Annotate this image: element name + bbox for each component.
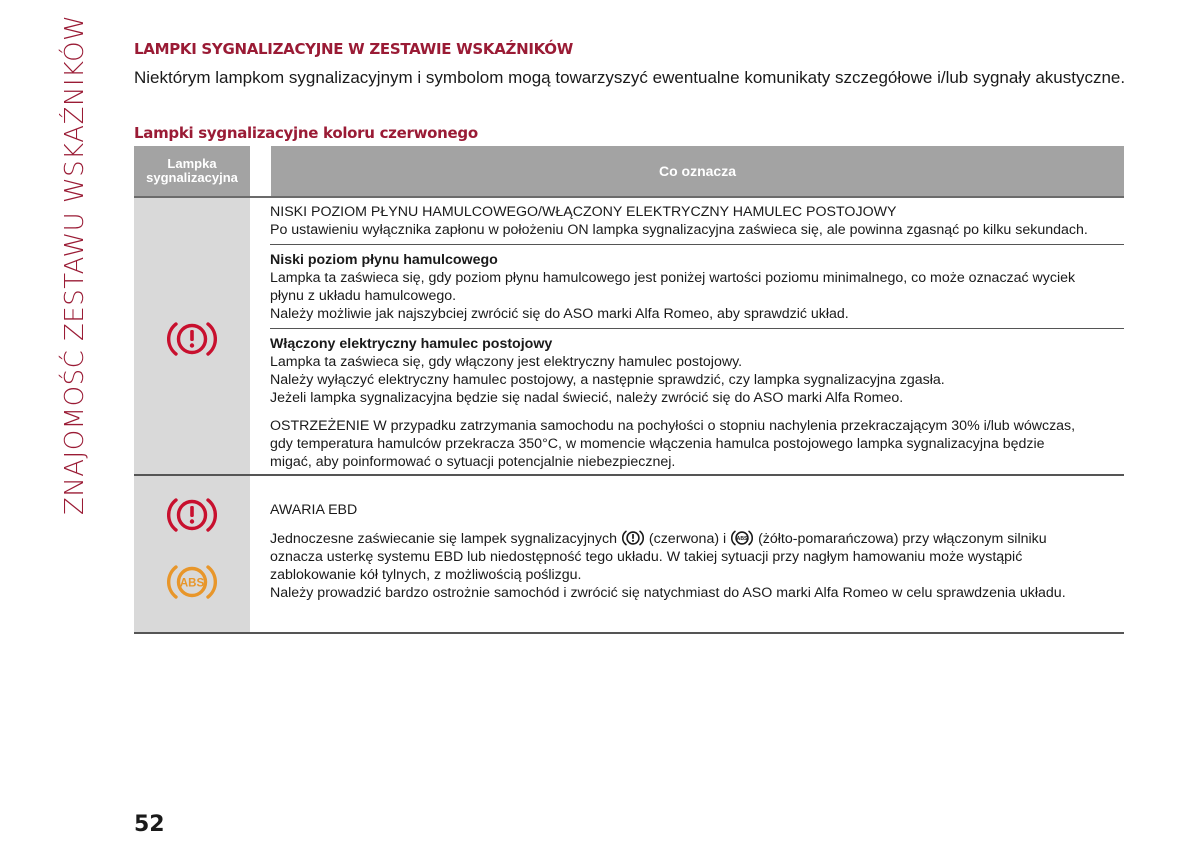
header-divider [134, 196, 1124, 198]
subsection-title: Lampki sygnalizacyjne koloru czerwonego [134, 124, 478, 142]
brake-general-title: NISKI POZIOM PŁYNU HAMULCOWEGO/WŁĄCZONY ELEKTRYCZNY HAMULEC POSTOJOWY [270, 204, 897, 220]
table-header [134, 146, 1124, 196]
low-brake-fluid-line3: Należy możliwie jak najszybciej zwrócić się do ASO marki Alfa Romeo, aby sprawdzić układ. [270, 306, 849, 322]
header-warning-light [134, 146, 250, 196]
header-warning-light-line1: Lampka [167, 156, 217, 172]
inline-abs-icon [731, 529, 753, 547]
inline-brake-icon [622, 529, 644, 547]
ebd-failure-line2: oznacza usterkę systemu EBD lub niedostępność tego układu. W takiej sytuacji przy nagłym hamowaniu może wystąpić [270, 549, 1023, 565]
ebd-failure-line1 [270, 529, 1120, 548]
section-title: LAMPKI SYGNALIZACYJNE W ZESTAWIE WSKAŹNIKÓW [134, 40, 573, 58]
ebd-text-part1: Jednoczesne zaświecanie się lampek sygnalizacyjnych [270, 531, 617, 547]
parking-brake-warning1: OSTRZEŻENIE W przypadku zatrzymania samochodu na pochyłości o stopniu nachylenia przekraczającym 30% i/lub wówczas, [270, 418, 1076, 434]
brake-general-block [270, 203, 1120, 239]
parking-brake-line2: Należy wyłączyć elektryczny hamulec postojowy, a następnie sprawdzić, czy lampka sygnalizacyjna zgasła. [270, 372, 945, 388]
ebd-text-part3: (żółto-pomarańczowa) przy włączonym silniku [758, 531, 1047, 547]
parking-brake-line1: Lampka ta zaświeca się, gdy włączony jest elektryczny hamulec postojowy. [270, 354, 743, 370]
warning-lights-table [134, 146, 1124, 633]
parking-brake-warning3: migać, aby poinformować o sytuacji potencjalnie niebezpiecznej. [270, 454, 676, 470]
parking-brake-title: Włączony elektryczny hamulec postojowy [270, 336, 553, 352]
ebd-failure-block [270, 501, 1120, 602]
row-divider [270, 328, 1124, 329]
side-section-title: ZNAJOMOŚĆ ZESTAWU WSKAŹNIKÓW [60, 14, 90, 515]
ebd-text-part2: (czerwona) i [648, 531, 727, 547]
low-brake-fluid-title: Niski poziom płynu hamulcowego [270, 252, 498, 268]
brake-warning-icon [167, 319, 217, 359]
row-divider [270, 244, 1124, 245]
low-brake-fluid-line1: Lampka ta zaświeca się, gdy poziom płynu hamulcowego jest poniżej wartości poziomu minimalnego, co może oznaczać wyciek [270, 270, 1076, 286]
abs-icon-label: ABS [179, 577, 205, 590]
main-row-divider [134, 474, 1124, 476]
table-bottom-line [134, 632, 1124, 634]
brake-general-text: Po ustawieniu wyłącznika zapłonu w położeniu ON lampka sygnalizacyjna zaświeca się, ale powinna zgasnąć po kilku sekundach. [270, 222, 1088, 238]
parking-brake-warning2: gdy temperatura hamulców przekracza 350°C, w momencie włączenia hamulca postojowego lampka sygnalizacyjna będzie [270, 436, 1045, 452]
header-warning-light-line2: sygnalizacyjna [146, 170, 238, 185]
low-brake-fluid-line2: płynu z układu hamulcowego. [270, 288, 457, 304]
page-number: 52 [134, 812, 165, 837]
low-brake-fluid-block [270, 251, 1120, 323]
inline-abs-label: ABS [736, 535, 748, 542]
header-meaning: Co oznacza [271, 146, 1124, 196]
intro-text: Niektórym lampkom sygnalizacyjnym i symbolom mogą towarzyszyć ewentualne komunikaty szczegółowe i/lub sygnały akustyczne. [134, 68, 1126, 87]
parking-brake-block [270, 335, 1120, 471]
ebd-failure-line4: Należy prowadzić bardzo ostrożnie samochód i zwrócić się natychmiast do ASO marki Alfa Romeo w celu sprawdzenia układu. [270, 585, 1066, 601]
ebd-failure-title: AWARIA EBD [270, 502, 358, 518]
ebd-failure-line3: zablokowanie kół tylnych, z możliwością poślizgu. [270, 567, 582, 583]
brake-warning-icon-ebd [167, 495, 217, 535]
abs-warning-icon [167, 562, 217, 602]
parking-brake-line3: Jeżeli lampka sygnalizacyjna będzie się nadal świecić, należy zwrócić się do ASO marki Alfa Romeo. [270, 390, 904, 406]
